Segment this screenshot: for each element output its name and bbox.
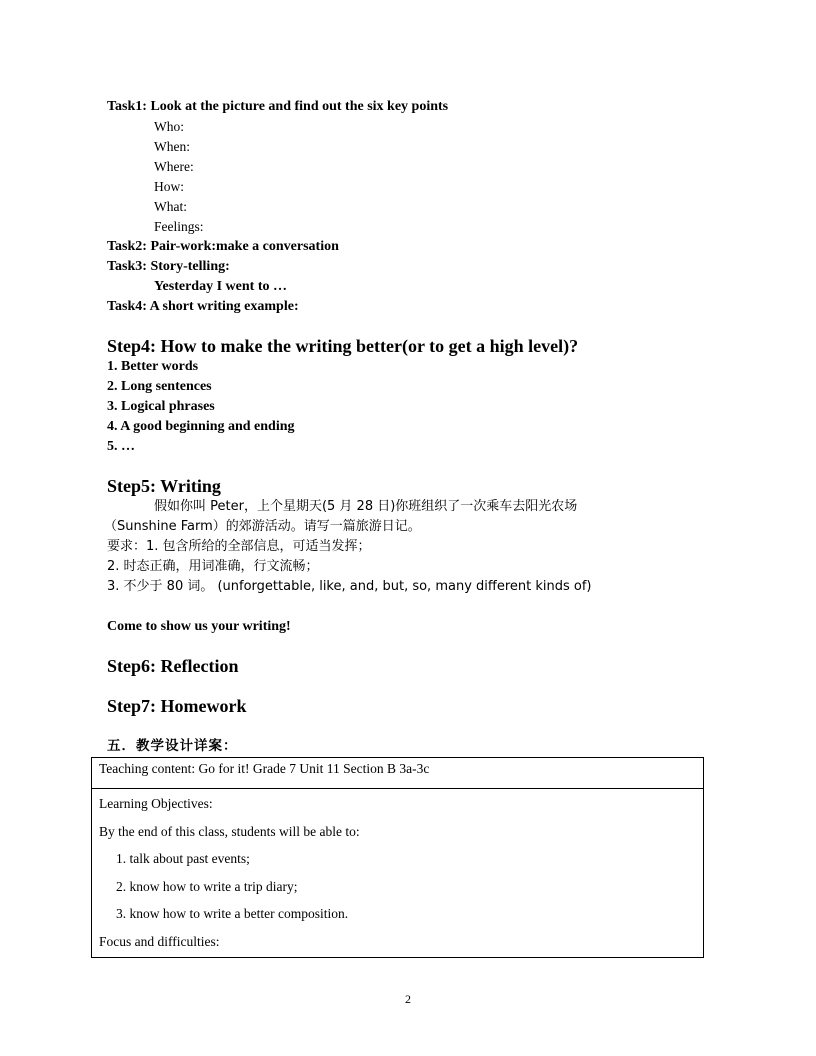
keypoint-what: What:: [154, 199, 187, 214]
table-row: [92, 789, 704, 958]
step5-heading: Step5: Writing: [107, 476, 221, 496]
task4-line: Task4: A short writing example:: [107, 299, 299, 314]
task1-line: Task1: Look at the picture and find out the six key points: [107, 99, 449, 114]
task3-story-line: Yesterday I went to …: [154, 279, 287, 294]
focus-difficulties: Focus and difficulties:: [99, 933, 220, 949]
teaching-content-text: Teaching content: Go for it! Grade 7 Unit 11 Section B 3a-3c: [99, 761, 430, 776]
lesson-plan-table: [91, 757, 704, 958]
keypoint-how: How:: [154, 179, 184, 194]
step4-item-2: 2. Long sentences: [107, 379, 212, 394]
step5-requirement-3: 3. 不少于 80 词。 (unforgettable, like, and, but, so, many different kinds of): [107, 579, 592, 594]
step7-heading: Step7: Homework: [107, 696, 247, 716]
step5-show-line: Come to show us your writing!: [107, 619, 291, 634]
objectives-intro: By the end of this class, students will be able to:: [99, 823, 360, 839]
step4-item-3: 3. Logical phrases: [107, 399, 215, 414]
step4-item-4: 4. A good beginning and ending: [107, 419, 295, 434]
objectives-cell: [92, 789, 704, 958]
step5-prompt-line1: 假如你叫 Peter，上个星期天(5 月 28 日)你班组织了一次乘车去阳光农场: [154, 499, 578, 514]
objective-item-2: 2. know how to write a trip diary;: [116, 878, 298, 894]
task2-line: Task2: Pair-work:make a conversation: [107, 239, 339, 254]
keypoint-who: Who:: [154, 119, 184, 134]
table-row: [92, 758, 704, 789]
task3-line: Task3: Story-telling:: [107, 259, 230, 274]
step6-heading: Step6: Reflection: [107, 656, 239, 676]
step5-prompt-line2: （Sunshine Farm）的郊游活动。请写一篇旅游日记。: [104, 519, 421, 534]
page-number: 2: [405, 992, 411, 1006]
section5-title: 五．教学设计详案：: [107, 738, 238, 754]
objectives-title: Learning Objectives:: [99, 796, 213, 811]
objective-item-3: 3. know how to write a better composition.: [116, 906, 349, 921]
keypoint-when: When:: [154, 139, 190, 154]
step4-item-5: 5. …: [107, 439, 135, 454]
keypoint-feelings: Feelings:: [154, 219, 204, 234]
step4-item-1: 1. Better words: [107, 359, 199, 374]
step4-heading: Step4: How to make the writing better(or to get a high level)?: [107, 336, 579, 356]
keypoint-where: Where:: [154, 159, 194, 174]
step5-requirement-1: 要求：1. 包含所给的全部信息，可适当发挥；: [107, 539, 371, 554]
teaching-content-cell: [92, 758, 704, 789]
step5-requirement-2: 2. 时态正确，用词准确，行文流畅；: [107, 559, 319, 574]
objective-item-1: 1. talk about past events;: [116, 851, 250, 866]
